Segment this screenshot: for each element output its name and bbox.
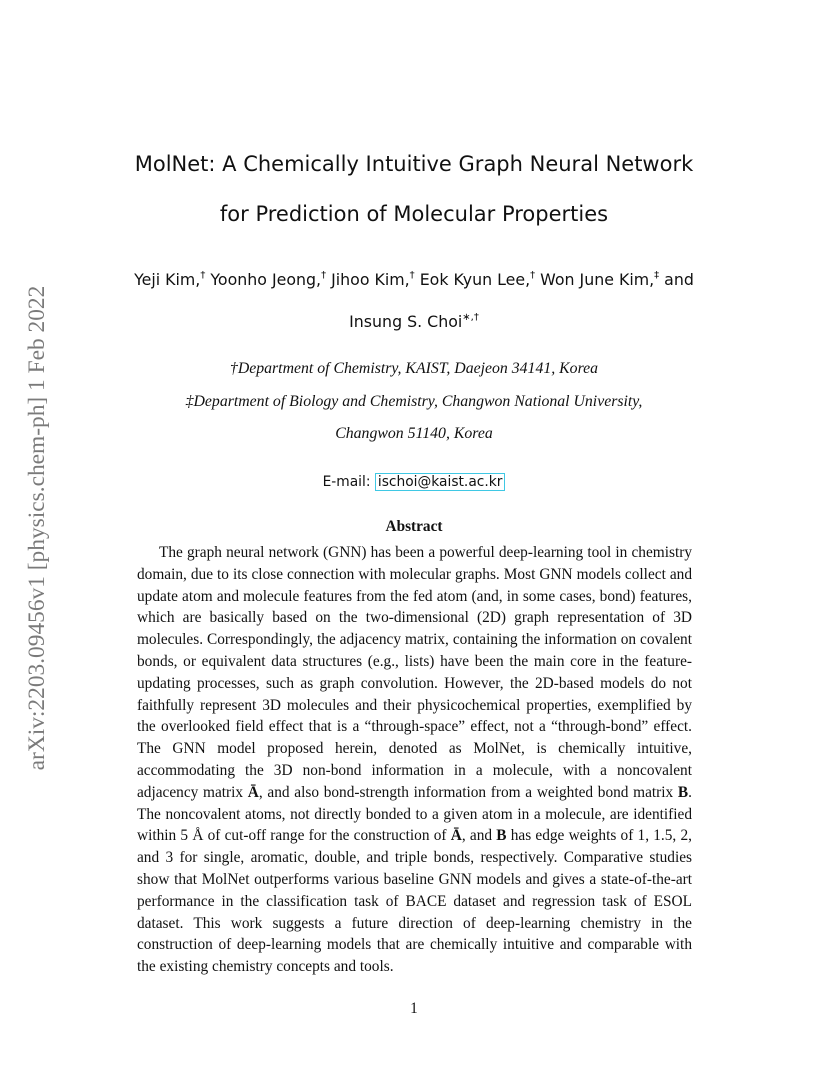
affiliation-mark: ∗,†: [462, 312, 479, 323]
symbol-a-bar: Ā: [450, 827, 462, 845]
symbol-a-bar: Ā: [247, 783, 259, 801]
author-name: Insung S. Choi: [349, 312, 463, 331]
email-label: E-mail:: [322, 474, 371, 490]
abstract-heading: Abstract: [385, 518, 443, 535]
symbol-b: B: [677, 783, 689, 801]
arxiv-identifier-stamp: arXiv:2203.09456v1 [physics.chem-ph] 1 Feb 2022: [24, 285, 50, 771]
abstract-paragraph: [137, 542, 692, 978]
author-name: Jihoo Kim,: [331, 270, 410, 289]
affiliation-mark: †: [530, 270, 536, 281]
abstract-text: , and: [461, 827, 497, 845]
affiliation-2-line-2: Changwon 51140, Korea: [335, 425, 493, 442]
page-number: 1: [410, 1000, 418, 1017]
author-list-line-1: [100, 270, 728, 289]
abstract-body: [137, 542, 692, 978]
author-name: Eok Kyun Lee,: [419, 270, 531, 289]
abstract-text: has edge weights of 1, 1.5, 2, and 3 for single, aromatic, double, and triple bonds, respectively. Comparative studies show that MolNet outperforms various baseline GNN models and gives a state-of-the-art performance in the classification task of BACE dataset and regression task of ESOL dataset. This work suggests a future direction of deep-learning chemistry in the construction of deep-learning models that are chemically intuitive and comparable with the existing chemistry concepts and tools.: [137, 827, 692, 976]
contact-email: [100, 474, 728, 490]
abstract-text: The graph neural network (GNN) has been a powerful deep-learning tool in chemistry domain, due to its close connection with molecular graphs. Most GNN models collect and update atom and molecule features from the fed atom (and, in some cases, bond) features, which are basically based on the two-dimensional (2D) graph representation of 3D molecules. Correspondingly, the adjacency matrix, containing the information on covalent bonds, or equivalent data structures (e.g., lists) have been the main core in the feature-updating processes, such as graph convolution. However, the 2D-based models do not faithfully represent 3D molecules and their physicochemical properties, exemplified by the overlooked field effect that is a “through-space” effect, not a “through-bond” effect. The GNN model proposed herein, denoted as MolNet, is chemically intuitive, accommodating the 3D non-bond information in a molecule, with a noncovalent adjacency matrix: [137, 544, 692, 801]
author-name: Won June Kim,: [540, 270, 655, 289]
abstract-text: , and also bond-strength information from a weighted bond matrix: [258, 783, 678, 801]
affiliation-1: †Department of Chemistry, KAIST, Daejeon 34141, Korea: [229, 360, 599, 377]
author-name: Yoonho Jeong,: [210, 270, 322, 289]
paper-title-line-1: MolNet: A Chemically Intuitive Graph Neural Network: [134, 152, 694, 176]
affiliation-mark: †: [409, 270, 415, 281]
affiliation-mark: ‡: [654, 270, 660, 281]
author-conjunction: and: [664, 270, 694, 289]
abstract-text: . The noncovalent atoms, not directly bonded to a given atom in a molecule, are identified within 5 Å of cut-off range for the construction of: [137, 783, 692, 845]
affiliation-mark: †: [321, 270, 327, 281]
symbol-b: B: [496, 827, 507, 845]
paper-title-line-2: for Prediction of Molecular Properties: [219, 202, 609, 226]
affiliation-mark: †: [200, 270, 206, 281]
author-list-line-2: [100, 312, 728, 331]
author-name: Yeji Kim,: [134, 270, 201, 289]
email-link[interactable]: ischoi@kaist.ac.kr: [375, 473, 506, 491]
affiliation-2-line-1: ‡Department of Biology and Chemistry, Changwon National University,: [185, 393, 643, 410]
